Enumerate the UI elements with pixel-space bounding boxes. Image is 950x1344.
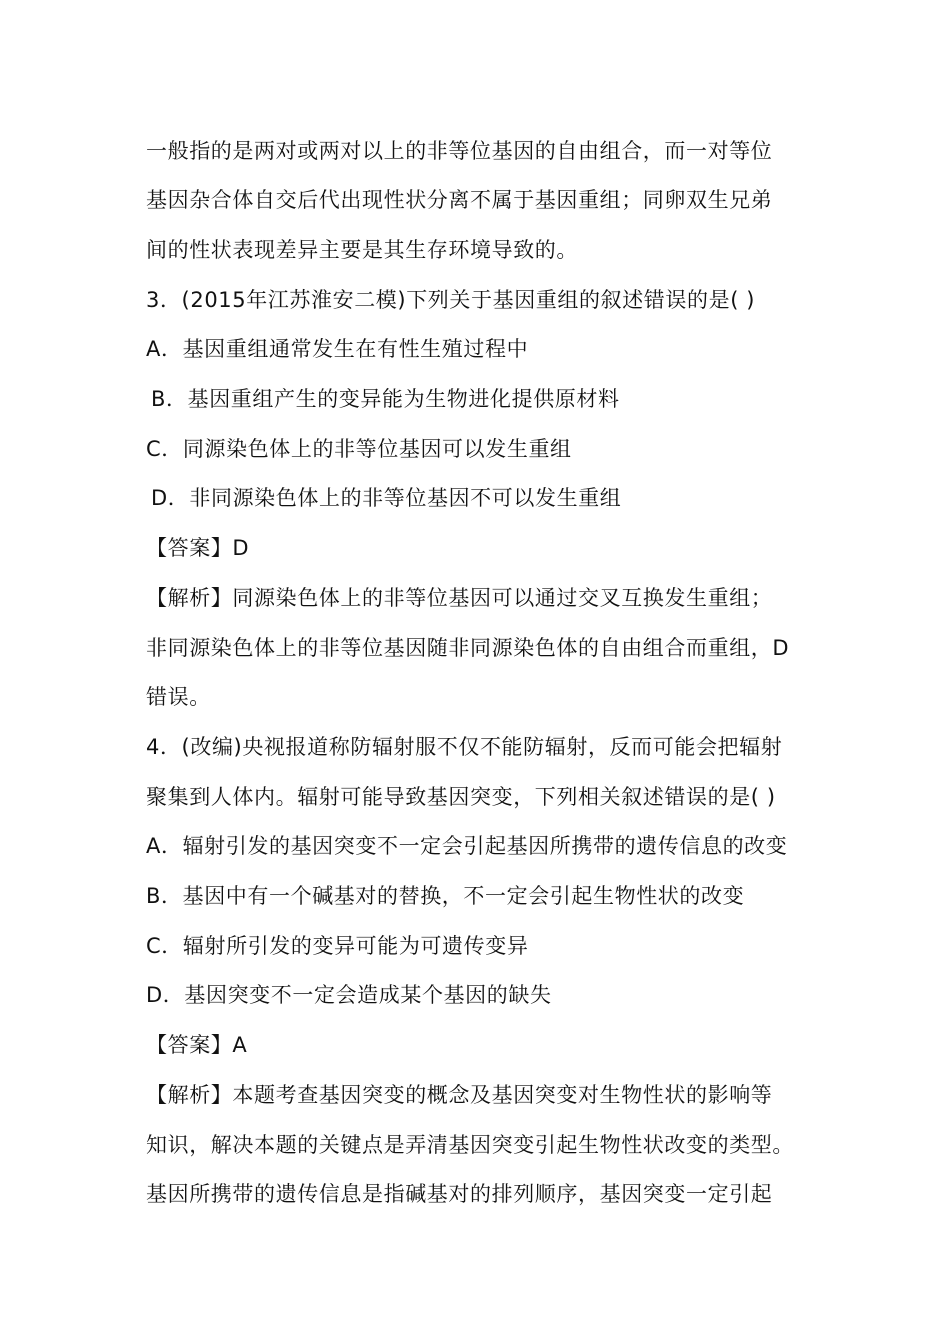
question-4-option-d: D．基因突变不一定会造成某个基因的缺失	[146, 983, 552, 1007]
question-4-option-a: A．辐射引发的基因突变不一定会引起基因所携带的遗传信息的改变	[146, 834, 788, 858]
text-line: 错误。	[146, 685, 211, 709]
text-line: 非同源染色体上的非等位基因随非同源染色体的自由组合而重组，D	[146, 636, 790, 660]
text-line: 一般指的是两对或两对以上的非等位基因的自由组合，而一对等位	[146, 139, 773, 163]
question-3-answer: 【答案】D	[146, 536, 250, 560]
question-3-option-d: D．非同源染色体上的非等位基因不可以发生重组	[151, 486, 622, 510]
question-3-stem: 3．(2015年江苏淮安二模)下列关于基因重组的叙述错误的是( )	[146, 288, 756, 312]
question-4-answer: 【答案】A	[146, 1033, 248, 1057]
text-line: 知识，解决本题的关键点是弄清基因突变引起生物性状改变的类型。	[146, 1133, 794, 1157]
text-line: 基因所携带的遗传信息是指碱基对的排列顺序，基因突变一定引起	[146, 1182, 773, 1206]
text-line: 基因杂合体自交后代出现性状分离不属于基因重组；同卵双生兄弟	[146, 188, 773, 212]
question-3-option-b: B．基因重组产生的变异能为生物进化提供原材料	[151, 387, 620, 411]
question-3-option-a: A．基因重组通常发生在有性生殖过程中	[146, 337, 529, 361]
text-line: 聚集到人体内。辐射可能导致基因突变，下列相关叙述错误的是( )	[146, 785, 776, 809]
text-line: 间的性状表现差异主要是其生存环境导致的。	[146, 238, 578, 262]
question-4-stem: 4．(改编)央视报道称防辐射服不仅不能防辐射，反而可能会把辐射	[146, 735, 783, 759]
question-4-analysis: 【解析】本题考查基因突变的概念及基因突变对生物性状的影响等	[146, 1083, 773, 1107]
question-4-option-b: B．基因中有一个碱基对的替换，不一定会引起生物性状的改变	[146, 884, 745, 908]
question-3-analysis: 【解析】同源染色体上的非等位基因可以通过交叉互换发生重组；	[146, 586, 773, 610]
question-3-option-c: C．同源染色体上的非等位基因可以发生重组	[146, 437, 572, 461]
question-4-option-c: C．辐射所引发的变异可能为可遗传变异	[146, 934, 529, 958]
